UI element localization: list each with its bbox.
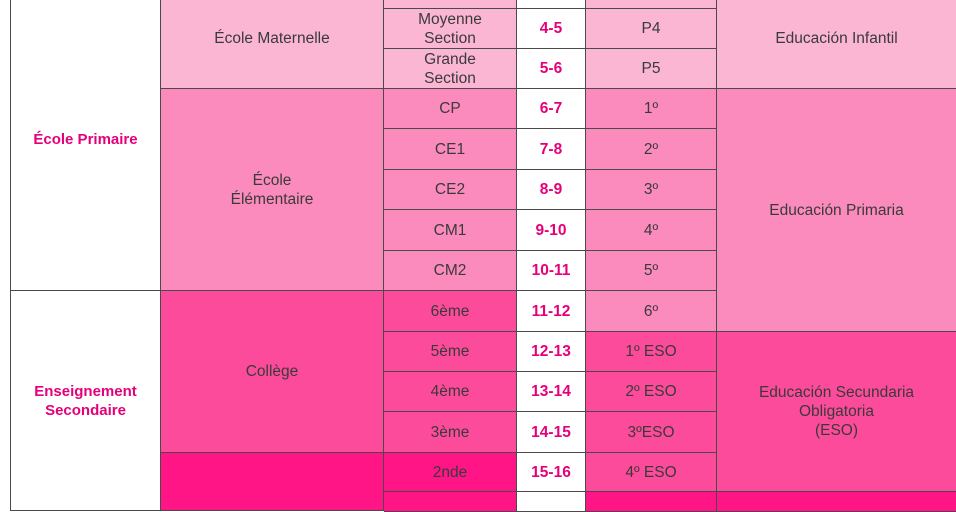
grade-cm2 [384, 251, 517, 291]
school-ecole-elementaire-label: École Élémentaire [230, 171, 314, 208]
spanish-grade-3 [586, 170, 717, 210]
age-ce2-value: 8-9 [539, 181, 563, 198]
stage-enseignement-secondaire [10, 291, 161, 511]
grade-6eme-label: 6ème [430, 302, 470, 320]
age-cp-value: 6-7 [539, 100, 563, 117]
grade-cm1 [384, 210, 517, 251]
grade-ce1 [384, 129, 517, 170]
grade-ce2-label: CE2 [434, 181, 466, 198]
age-6eme [517, 291, 586, 332]
stage-ecole-primaire-label: École Primaire [33, 130, 138, 148]
spanish-stage-bachillerato [717, 492, 956, 512]
age-6eme-value: 11-12 [531, 302, 571, 320]
spanish-grade-1-eso-label: 1º ESO [625, 343, 677, 360]
age-4eme [517, 372, 586, 412]
spanish-grade-5-label: 5º [643, 262, 659, 279]
spanish-grade-3-label: 3º [643, 181, 659, 198]
school-ecole-maternelle-label: École Maternelle [214, 29, 330, 47]
age-5eme-value: 12-13 [531, 343, 571, 360]
grade-4eme [384, 372, 517, 412]
age-1ere [517, 492, 586, 512]
school-college [161, 291, 384, 453]
stage-enseignement-secondaire-label: Enseignement Secondaire [34, 382, 137, 419]
grade-ce2 [384, 170, 517, 210]
spanish-grade-2-label: 2º [643, 140, 659, 158]
grade-6eme [384, 291, 517, 332]
spanish-grade-p4 [586, 9, 717, 49]
age-cp [517, 89, 586, 129]
spanish-grade-2-eso-label: 2º ESO [625, 383, 677, 400]
spanish-grade-bachillerato [586, 492, 717, 512]
grade-5eme-label: 5ème [430, 343, 470, 360]
age-5eme [517, 332, 586, 372]
grade-ce1-label: CE1 [434, 140, 466, 158]
grade-cp [384, 89, 517, 129]
spanish-grade-3-eso-label: 3ºESO [627, 423, 675, 441]
age-ce1-value: 7-8 [539, 140, 563, 158]
spanish-grade-p3 [586, 0, 717, 9]
age-cm1 [517, 210, 586, 251]
age-cm2 [517, 251, 586, 291]
spanish-stage-eso-label: Educación Secundaria Obligatoria (ESO) [758, 384, 915, 439]
spanish-stage-eso [717, 332, 956, 492]
grade-gs-label: Grande Section [424, 50, 476, 87]
spanish-grade-3-eso [586, 412, 717, 453]
spanish-grade-4-eso-label: 4º ESO [625, 463, 677, 481]
grade-gs [384, 49, 517, 89]
school-lycee [161, 453, 384, 511]
spanish-grade-4 [586, 210, 717, 251]
grade-cm2-label: CM2 [433, 262, 467, 279]
age-ps [517, 0, 586, 9]
age-3eme-value: 14-15 [531, 423, 571, 441]
age-cm2-value: 10-11 [531, 262, 571, 279]
age-ce2 [517, 170, 586, 210]
spanish-grade-4-eso [586, 453, 717, 492]
grade-ms [384, 9, 517, 49]
spanish-grade-2-eso [586, 372, 717, 412]
grade-5eme [384, 332, 517, 372]
spanish-grade-1-eso [586, 332, 717, 372]
grade-2nde-label: 2nde [432, 463, 468, 481]
age-gs [517, 49, 586, 89]
grade-3eme [384, 412, 517, 453]
spanish-grade-5 [586, 251, 717, 291]
school-college-label: Collège [245, 363, 299, 380]
spanish-grade-6-label: 6º [643, 302, 659, 320]
spanish-grade-1-label: 1º [643, 100, 659, 117]
spanish-stage-primaria-label: Educación Primaria [769, 201, 904, 219]
age-2nde-value: 15-16 [531, 463, 571, 481]
grade-4eme-label: 4ème [430, 383, 470, 400]
spanish-stage-infantil-label: Educación Infantil [775, 29, 898, 47]
age-ce1 [517, 129, 586, 170]
grade-3eme-label: 3ème [430, 423, 470, 441]
stage-ecole-primaire [10, 0, 161, 291]
spanish-stage-infantil [717, 0, 956, 89]
spanish-grade-6 [586, 291, 717, 332]
age-2nde [517, 453, 586, 492]
age-gs-value: 5-6 [539, 60, 563, 77]
age-ms-value: 4-5 [539, 20, 563, 37]
spanish-grade-p4-label: P4 [641, 20, 661, 37]
age-cm1-value: 9-10 [535, 221, 567, 239]
grade-ps [384, 0, 517, 9]
spanish-grade-1 [586, 89, 717, 129]
age-4eme-value: 13-14 [531, 383, 571, 400]
age-3eme [517, 412, 586, 453]
grade-cm1-label: CM1 [433, 221, 467, 239]
school-ecole-elementaire [161, 89, 384, 291]
spanish-grade-2 [586, 129, 717, 170]
spanish-grade-p5-label: P5 [641, 60, 661, 77]
spanish-grade-4-label: 4º [643, 221, 659, 239]
school-ecole-maternelle [161, 0, 384, 89]
grade-cp-label: CP [439, 100, 461, 117]
grade-ms-label: Moyenne Section [418, 10, 482, 47]
spanish-grade-p5 [586, 49, 717, 89]
grade-2nde [384, 453, 517, 492]
spanish-stage-primaria [717, 89, 956, 332]
grade-1ere [384, 492, 517, 512]
age-ms [517, 9, 586, 49]
